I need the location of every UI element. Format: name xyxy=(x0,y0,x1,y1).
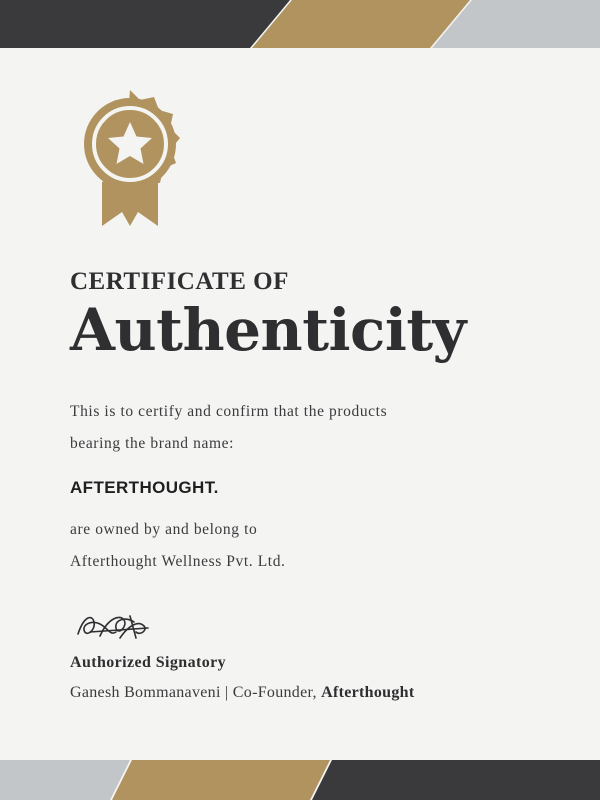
badge-graphic xyxy=(70,86,190,226)
bottom-band-shapes xyxy=(0,760,600,800)
bottom-grey-shape xyxy=(0,760,130,800)
top-gold-shape xyxy=(252,0,470,48)
certify-paragraph xyxy=(70,396,540,460)
page-title-large: Authenticity xyxy=(70,295,466,364)
certify-line-2: bearing the brand name: xyxy=(70,435,235,453)
signatory-company: Afterthought xyxy=(321,684,415,701)
owner-line-1: are owned by and belong to xyxy=(70,520,258,538)
bottom-decorative-band xyxy=(0,760,600,800)
award-ribbon-star-icon xyxy=(70,86,190,226)
signatory-title: Authorized Signatory xyxy=(70,654,226,671)
page-title-small: CERTIFICATE OF xyxy=(70,268,289,295)
brand-name: AFTERTHOUGHT. xyxy=(70,477,219,497)
certificate-content xyxy=(70,268,540,577)
signatory-name xyxy=(70,684,540,702)
handwritten-signature-icon xyxy=(70,608,160,648)
top-band-shapes xyxy=(0,0,600,48)
signature-graphic xyxy=(70,608,160,648)
bottom-dark-shape xyxy=(312,760,600,800)
top-decorative-band xyxy=(0,0,600,48)
certify-line-1: This is to certify and confirm that the products xyxy=(70,403,388,421)
owner-line-2: Afterthought Wellness Pvt. Ltd. xyxy=(70,552,286,570)
bottom-gold-shape xyxy=(112,760,330,800)
top-dark-shape xyxy=(0,0,290,48)
ownership-paragraph xyxy=(70,514,540,578)
signatory-name-text: Ganesh Bommanaveni | Co-Founder, xyxy=(70,684,322,701)
signature-block xyxy=(70,608,540,702)
